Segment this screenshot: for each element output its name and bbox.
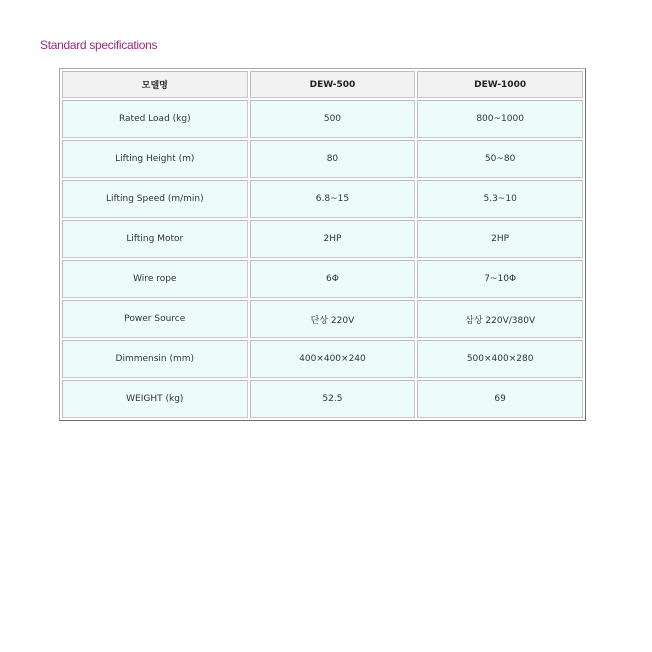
row-label: Lifting Height (m) [62, 140, 248, 178]
header-row [62, 71, 583, 98]
cell-dew-500: 6.8~15 [250, 180, 416, 218]
cell-dew-500: 400×400×240 [250, 340, 416, 378]
table-row [62, 140, 583, 178]
row-label: Dimmensin (mm) [62, 340, 248, 378]
table-row [62, 100, 583, 138]
header-dew-500: DEW-500 [250, 71, 416, 98]
cell-dew-1000: 7~10Φ [417, 260, 583, 298]
row-label: WEIGHT (kg) [62, 380, 248, 418]
header-model-name: 모델명 [62, 71, 248, 98]
cell-dew-500: 6Φ [250, 260, 416, 298]
table-row [62, 300, 583, 338]
cell-dew-1000: 50~80 [417, 140, 583, 178]
cell-dew-1000: 삼상 220V/380V [417, 300, 583, 338]
cell-dew-1000: 800~1000 [417, 100, 583, 138]
cell-dew-500: 80 [250, 140, 416, 178]
table-row [62, 340, 583, 378]
cell-dew-1000: 69 [417, 380, 583, 418]
table-row [62, 220, 583, 258]
header-dew-1000: DEW-1000 [417, 71, 583, 98]
spec-table [59, 68, 586, 421]
cell-dew-500: 500 [250, 100, 416, 138]
cell-dew-1000: 5.3~10 [417, 180, 583, 218]
cell-dew-1000: 2HP [417, 220, 583, 258]
cell-dew-1000: 500×400×280 [417, 340, 583, 378]
section-title: Standard specifications [40, 38, 158, 52]
row-label: Power Source [62, 300, 248, 338]
row-label: Rated Load (kg) [62, 100, 248, 138]
cell-dew-500: 52.5 [250, 380, 416, 418]
table-row [62, 180, 583, 218]
row-label: Wire rope [62, 260, 248, 298]
cell-dew-500: 2HP [250, 220, 416, 258]
cell-dew-500: 단상 220V [250, 300, 416, 338]
table-row [62, 380, 583, 418]
row-label: Lifting Motor [62, 220, 248, 258]
table-row [62, 260, 583, 298]
row-label: Lifting Speed (m/min) [62, 180, 248, 218]
